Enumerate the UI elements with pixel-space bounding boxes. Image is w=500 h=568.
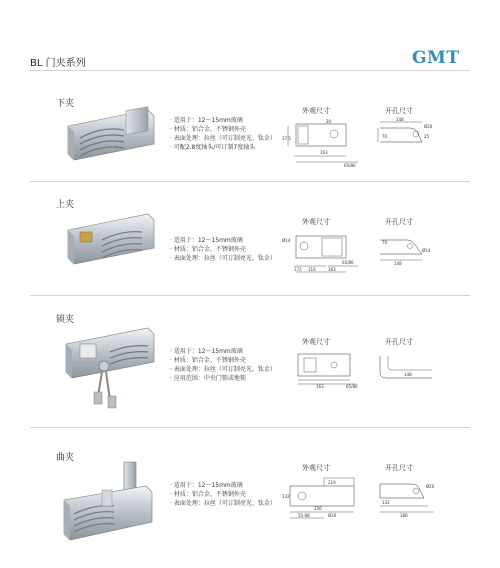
- lock-clamp-appearance-drawing: [290, 350, 362, 390]
- section-label-lock-clamp: 锁夹: [56, 315, 75, 325]
- spec-line: · 适用于：12～15mm玻璃: [170, 237, 243, 244]
- dim-label: 163: [328, 267, 336, 272]
- dim-label: 65/80: [342, 260, 354, 265]
- dim-label: 70: [382, 240, 388, 245]
- dim-label: 219: [328, 480, 336, 485]
- section-label-corner-clamp: 曲夹: [56, 453, 75, 463]
- spec-line: · 适用于：12～15mm玻璃: [170, 117, 243, 124]
- dim-label: 116: [308, 267, 316, 272]
- spec-line: · 表面处理：拉丝（可订制亮光、钛金）: [170, 500, 276, 507]
- appearance-size-label: 外观尺寸: [302, 107, 330, 115]
- corner-clamp-cutout-drawing: [374, 476, 440, 520]
- header-divider: [30, 70, 470, 71]
- dim-label: 186: [400, 513, 408, 518]
- dim-label: Ø14: [282, 238, 291, 243]
- dim-label: 70: [382, 134, 388, 139]
- dim-label: 65/80: [344, 163, 356, 168]
- corner-clamp-photo: [58, 460, 162, 550]
- cutout-size-label: 开孔尺寸: [385, 107, 413, 115]
- bottom-clamp-photo: [62, 104, 158, 164]
- bottom-clamp-specs: [170, 116, 276, 152]
- spec-line: · 适用于：12～15mm玻璃: [170, 348, 243, 355]
- dim-label: 163: [316, 384, 324, 389]
- cutout-size-label: 开孔尺寸: [385, 218, 413, 226]
- spec-line: · 应用范围：中央门锁或地锁: [170, 375, 246, 382]
- cutout-size-label: 开孔尺寸: [385, 464, 413, 472]
- section-divider: [30, 181, 470, 182]
- appearance-size-label: 外观尺寸: [302, 338, 330, 346]
- spec-line: · 材质：铝合金、不锈钢外壳: [170, 246, 246, 253]
- top-clamp-specs: [170, 236, 276, 263]
- spec-line: · 表面处理：拉丝（可订制亮光、钛金）: [170, 255, 276, 262]
- top-clamp-cutout-drawing: [376, 232, 438, 272]
- spec-line: · 材质：铝合金、不锈钢外壳: [170, 357, 246, 364]
- dim-label: 132: [382, 500, 390, 505]
- bottom-clamp-appearance-drawing: [282, 116, 364, 168]
- spec-line: · 适用于：12～15mm玻璃: [170, 482, 243, 489]
- dim-label: Ø14: [422, 248, 431, 253]
- dim-label: 55-88: [298, 513, 310, 518]
- spec-line: · 表面处理：拉丝（可订制亮光、钛金）: [170, 366, 276, 373]
- dim-label: Ø20: [424, 124, 433, 129]
- dim-label: 148: [396, 117, 404, 122]
- dim-label: 172: [294, 267, 302, 272]
- bottom-clamp-cutout-drawing: [376, 116, 438, 156]
- spec-line: · 材质：铝合金、不锈钢外壳: [170, 126, 246, 133]
- dim-label: 132: [282, 494, 290, 499]
- dim-label: 148: [404, 372, 412, 377]
- corner-clamp-specs: [170, 481, 276, 508]
- lock-clamp-photo: [60, 322, 160, 412]
- appearance-size-label: 外观尺寸: [302, 464, 330, 472]
- spec-line: · 表面处理：拉丝（可订制亮光、钛金）: [170, 135, 276, 142]
- dim-label: 20: [326, 119, 332, 124]
- dim-label: 156: [314, 506, 322, 511]
- cutout-size-label: 开孔尺寸: [385, 338, 413, 346]
- dim-label: Ø20: [426, 484, 435, 489]
- section-divider: [30, 295, 470, 296]
- spec-line: · 材质：铝合金、不锈钢外壳: [170, 491, 246, 498]
- lock-clamp-specs: [170, 347, 276, 383]
- brand-logo: GMT: [412, 48, 460, 68]
- dim-label: 65/80: [346, 384, 358, 389]
- section-label-bottom-clamp: 下夹: [56, 99, 75, 109]
- top-clamp-appearance-drawing: [282, 228, 364, 280]
- dim-label: 25: [424, 134, 430, 139]
- dim-label: 37.5: [282, 136, 291, 141]
- corner-clamp-appearance-drawing: [284, 476, 366, 522]
- spec-line: · 可配2.8度轴头/可订制7度轴头: [170, 144, 256, 151]
- series-title: BL 门夹系列: [30, 58, 86, 69]
- section-label-top-clamp: 上夹: [56, 200, 75, 210]
- top-clamp-photo: [62, 208, 158, 268]
- dim-label: 148: [394, 261, 402, 266]
- dim-label: 163: [320, 150, 328, 155]
- lock-clamp-cutout-drawing: [374, 352, 438, 388]
- appearance-size-label: 外观尺寸: [302, 218, 330, 226]
- dim-label: Ø20: [328, 513, 337, 518]
- section-divider: [30, 427, 470, 428]
